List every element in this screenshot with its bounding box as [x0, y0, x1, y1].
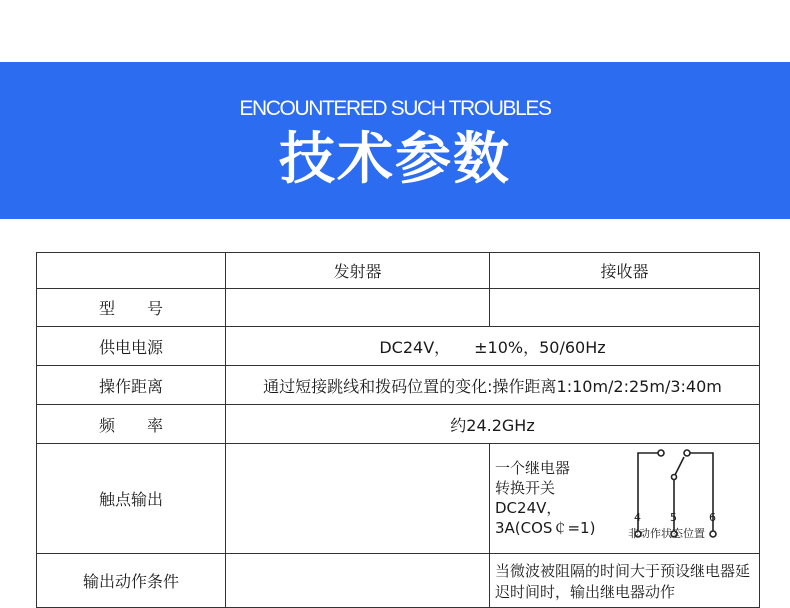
- contact-transmitter: [226, 444, 490, 554]
- label-condition: 输出动作条件: [37, 554, 226, 608]
- terminal-6-icon: [710, 531, 716, 537]
- switch-pivot: [672, 475, 677, 480]
- table-header-row: [37, 253, 760, 289]
- model-transmitter: [226, 289, 490, 327]
- label-contact: 触点输出: [37, 444, 226, 554]
- row-model: [37, 289, 760, 327]
- terminal-label-4: 4: [634, 511, 641, 524]
- row-frequency: [37, 405, 760, 444]
- wire-terminal-4: [638, 453, 658, 531]
- contact-point-nc: [658, 450, 664, 456]
- distance-value: 通过短接跳线和拨码位置的变化:操作距离1:10m/2:25m/3:40m: [226, 366, 760, 405]
- row-contact: [37, 444, 760, 554]
- header-transmitter: 发射器: [226, 253, 490, 289]
- contact-line: 一个继电器: [495, 459, 571, 477]
- label-power: 供电电源: [37, 327, 226, 366]
- header-empty-cell: [37, 253, 226, 289]
- label-frequency: 频 率: [37, 405, 226, 444]
- contact-receiver: [490, 444, 760, 554]
- header-receiver: 接收器: [490, 253, 760, 289]
- power-value: DC24V， ±10%，50/60Hz: [226, 327, 760, 366]
- banner-subtitle: ENCOUNTERED SUCH TROUBLES: [239, 97, 551, 120]
- condition-transmitter: [226, 554, 490, 608]
- terminal-label-5: 5: [670, 511, 677, 524]
- terminal-label-6: 6: [709, 511, 716, 524]
- row-power: [37, 327, 760, 366]
- row-condition: [37, 554, 760, 608]
- contact-line: 3A(COS￠=1): [495, 519, 596, 537]
- condition-receiver: 当微波被阻隔的时间大于预设继电器延迟时间时，输出继电器动作: [490, 554, 760, 608]
- contact-point-no: [684, 450, 690, 456]
- label-distance: 操作距离: [37, 366, 226, 405]
- contact-line: 转换开关: [495, 479, 556, 497]
- model-receiver: [490, 289, 760, 327]
- contact-line: DC24V，: [495, 499, 562, 517]
- contact-description: [495, 458, 595, 538]
- spec-table: [36, 252, 760, 608]
- switch-arm: [674, 457, 684, 477]
- banner-title: 技术参数: [279, 127, 511, 192]
- row-distance: [37, 366, 760, 405]
- header-banner: [0, 62, 790, 219]
- frequency-value: 约24.2GHz: [226, 405, 760, 444]
- label-model: 型 号: [37, 289, 226, 327]
- diagram-caption: 非动作状态位置: [628, 527, 705, 540]
